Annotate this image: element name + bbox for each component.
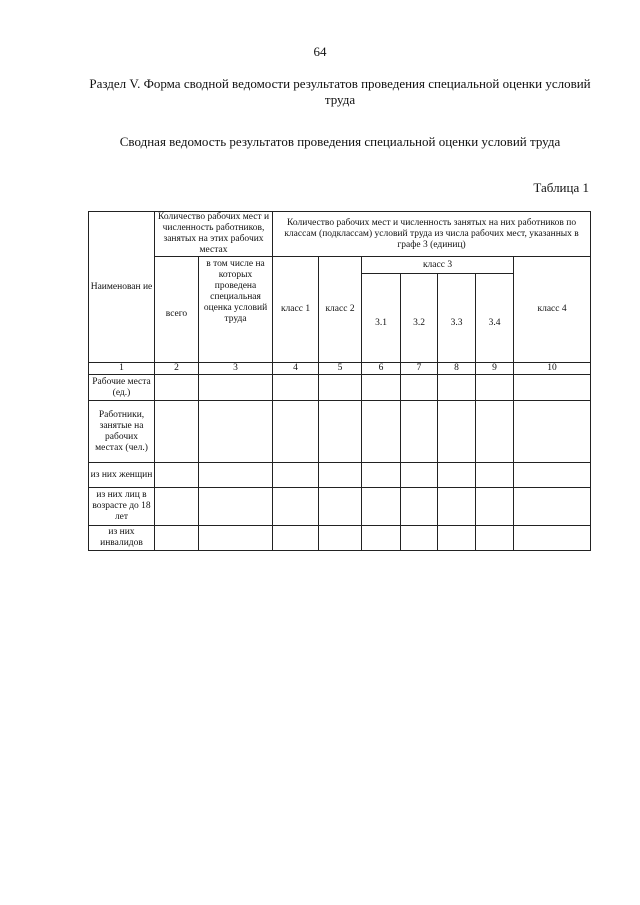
table-label: Таблица 1 — [533, 180, 589, 195]
row-label: из них инвалидов — [89, 526, 155, 551]
header-class3: класс 3 — [362, 257, 514, 274]
table-cell — [155, 488, 199, 526]
table-row — [89, 463, 591, 488]
table-cell — [362, 526, 401, 551]
table-cell — [199, 526, 273, 551]
column-number: 8 — [438, 363, 476, 375]
table-row — [89, 526, 591, 551]
table-cell — [401, 526, 438, 551]
row-label: из них женщин — [89, 463, 155, 488]
table-cell — [514, 401, 591, 463]
table-cell — [362, 463, 401, 488]
table-cell — [199, 401, 273, 463]
header-class3-4: 3.4 — [476, 274, 514, 363]
page-number: 64 — [313, 44, 327, 59]
header-class2: класс 2 — [319, 257, 362, 363]
table-row — [89, 401, 591, 463]
table-cell — [438, 401, 476, 463]
table-cell — [438, 526, 476, 551]
table-cell — [273, 401, 319, 463]
table-cell — [155, 375, 199, 401]
table-cell — [401, 488, 438, 526]
header-assessed: в том числе на которых проведена специальная оценка условий труда — [199, 257, 273, 363]
table-cell — [319, 526, 362, 551]
header-classes-group: Количество рабочих мест и численность занятых на них работников по классам (подклассам) условий труда из числа рабочих мест, указанных в графе 3 (единиц) — [273, 212, 591, 257]
column-number: 9 — [476, 363, 514, 375]
table-cell — [362, 488, 401, 526]
header-class4: класс 4 — [514, 257, 591, 363]
table-cell — [362, 401, 401, 463]
header-class1: класс 1 — [273, 257, 319, 363]
table-cell — [514, 526, 591, 551]
table-cell — [273, 488, 319, 526]
column-number: 6 — [362, 363, 401, 375]
column-number: 2 — [155, 363, 199, 375]
table-cell — [476, 488, 514, 526]
header-class3-1: 3.1 — [362, 274, 401, 363]
table-cell — [401, 401, 438, 463]
table-cell — [514, 463, 591, 488]
table-cell — [319, 401, 362, 463]
header-total: всего — [155, 257, 199, 363]
table-cell — [199, 375, 273, 401]
table-cell — [319, 463, 362, 488]
table-cell — [514, 488, 591, 526]
header-class3-3: 3.3 — [438, 274, 476, 363]
column-number: 1 — [89, 363, 155, 375]
header-class3-2: 3.2 — [401, 274, 438, 363]
header-name: Наименован ие — [89, 212, 155, 363]
table-row — [89, 375, 591, 401]
table-cell — [438, 375, 476, 401]
table-cell — [155, 463, 199, 488]
table-cell — [319, 488, 362, 526]
table-cell — [199, 488, 273, 526]
table-cell — [476, 375, 514, 401]
table-cell — [273, 526, 319, 551]
table-cell — [362, 375, 401, 401]
table-cell — [273, 463, 319, 488]
column-number: 5 — [319, 363, 362, 375]
row-label: Работники, занятые на рабочих местах (чел.) — [89, 401, 155, 463]
table-cell — [476, 526, 514, 551]
section-title: Раздел V. Форма сводной ведомости результатов проведения специальной оценки условий труда — [89, 76, 591, 107]
table-cell — [319, 375, 362, 401]
column-number: 10 — [514, 363, 591, 375]
table-cell — [199, 463, 273, 488]
table-cell — [476, 463, 514, 488]
column-number: 3 — [199, 363, 273, 375]
table-cell — [155, 401, 199, 463]
table-cell — [438, 488, 476, 526]
table-cell — [273, 375, 319, 401]
table-cell — [514, 375, 591, 401]
column-number: 7 — [401, 363, 438, 375]
table-cell — [476, 401, 514, 463]
row-label: Рабочие места (ед.) — [89, 375, 155, 401]
header-workplaces-group: Количество рабочих мест и численность работников, занятых на этих рабочих местах — [155, 212, 273, 257]
table-cell — [401, 463, 438, 488]
summary-table — [88, 211, 591, 551]
row-label: из них лиц в возрасте до 18 лет — [89, 488, 155, 526]
column-number: 4 — [273, 363, 319, 375]
table-cell — [438, 463, 476, 488]
table-cell — [401, 375, 438, 401]
document-title: Сводная ведомость результатов проведения специальной оценки условий труда — [119, 134, 561, 149]
table-row — [89, 488, 591, 526]
table-cell — [155, 526, 199, 551]
